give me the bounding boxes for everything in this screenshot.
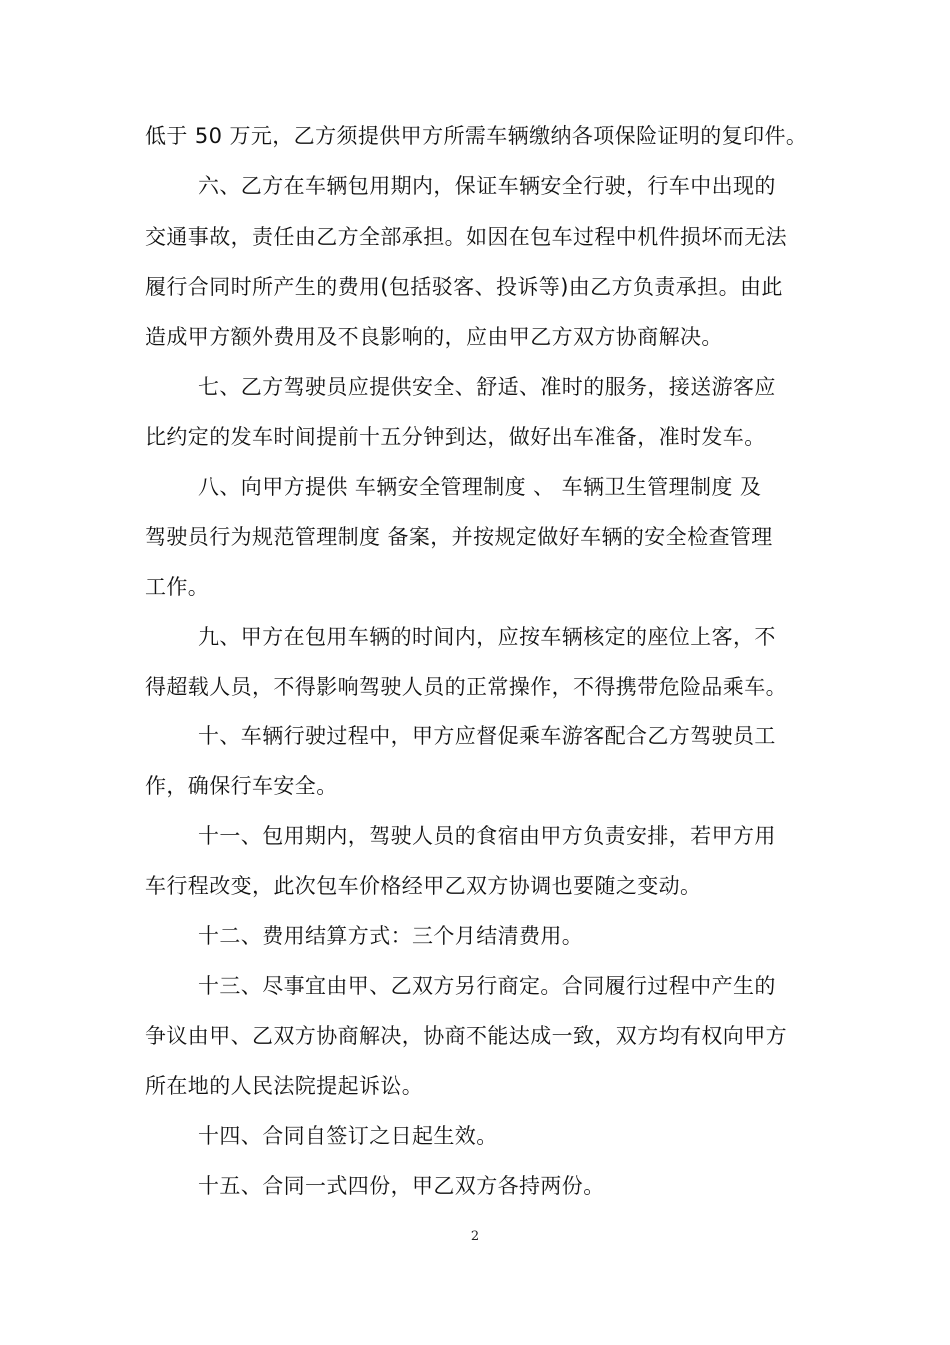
text-line-21: 十四、合同自签订之日起生效。 xyxy=(198,1124,498,1148)
text-line-1: 低于 50 万元，乙方须提供甲方所需车辆缴纳各项保险证明的复印件。 xyxy=(145,124,808,148)
text-line-16: 车行程改变，此次包车价格经甲乙双方协调也要随之变动。 xyxy=(145,874,702,898)
text-line-14: 作，确保行车安全。 xyxy=(145,774,338,798)
text-line-22: 十五、合同一式四份，甲乙双方各持两份。 xyxy=(198,1174,605,1198)
text-line-9: 驾驶员行为规范管理制度 备案，并按规定做好车辆的安全检查管理 xyxy=(145,525,773,549)
text-line-7: 比约定的发车时间提前十五分钟到达，做好出车准备，准时发车。 xyxy=(145,425,766,449)
text-line-12: 得超载人员，不得影响驾驶人员的正常操作，不得携带危险品乘车。 xyxy=(145,675,787,699)
text-line-2: 六、乙方在车辆包用期内，保证车辆安全行驶，行车中出现的 xyxy=(198,174,776,198)
text-line-15: 十一、包用期内，驾驶人员的食宿由甲方负责安排，若甲方用 xyxy=(198,824,776,848)
text-line-6: 七、乙方驾驶员应提供安全、舒适、准时的服务，接送游客应 xyxy=(198,375,776,399)
text-line-13: 十、车辆行驶过程中，甲方应督促乘车游客配合乙方驾驶员工 xyxy=(198,724,776,748)
page-number: 2 xyxy=(470,1229,480,1244)
text-line-11: 九、甲方在包用车辆的时间内，应按车辆核定的座位上客，不 xyxy=(198,625,776,649)
text-line-8: 八、向甲方提供 车辆安全管理制度 、 车辆卫生管理制度 及 xyxy=(198,475,762,499)
text-line-17: 十二、费用结算方式：三个月结清费用。 xyxy=(198,924,584,948)
text-line-18: 十三、尽事宜由甲、乙双方另行商定。合同履行过程中产生的 xyxy=(198,974,776,998)
text-line-5: 造成甲方额外费用及不良影响的，应由甲乙方双方协商解决。 xyxy=(145,325,723,349)
text-line-20: 所在地的人民法院提起诉讼。 xyxy=(145,1074,424,1098)
text-line-19: 争议由甲、乙双方协商解决，协商不能达成一致，双方均有权向甲方 xyxy=(145,1024,787,1048)
text-line-10: 工作。 xyxy=(145,575,210,599)
text-line-3: 交通事故，责任由乙方全部承担。如因在包车过程中机件损坏而无法 xyxy=(145,225,787,249)
text-line-4: 履行合同时所产生的费用(包括驳客、投诉等)由乙方负责承担。由此 xyxy=(145,275,783,299)
